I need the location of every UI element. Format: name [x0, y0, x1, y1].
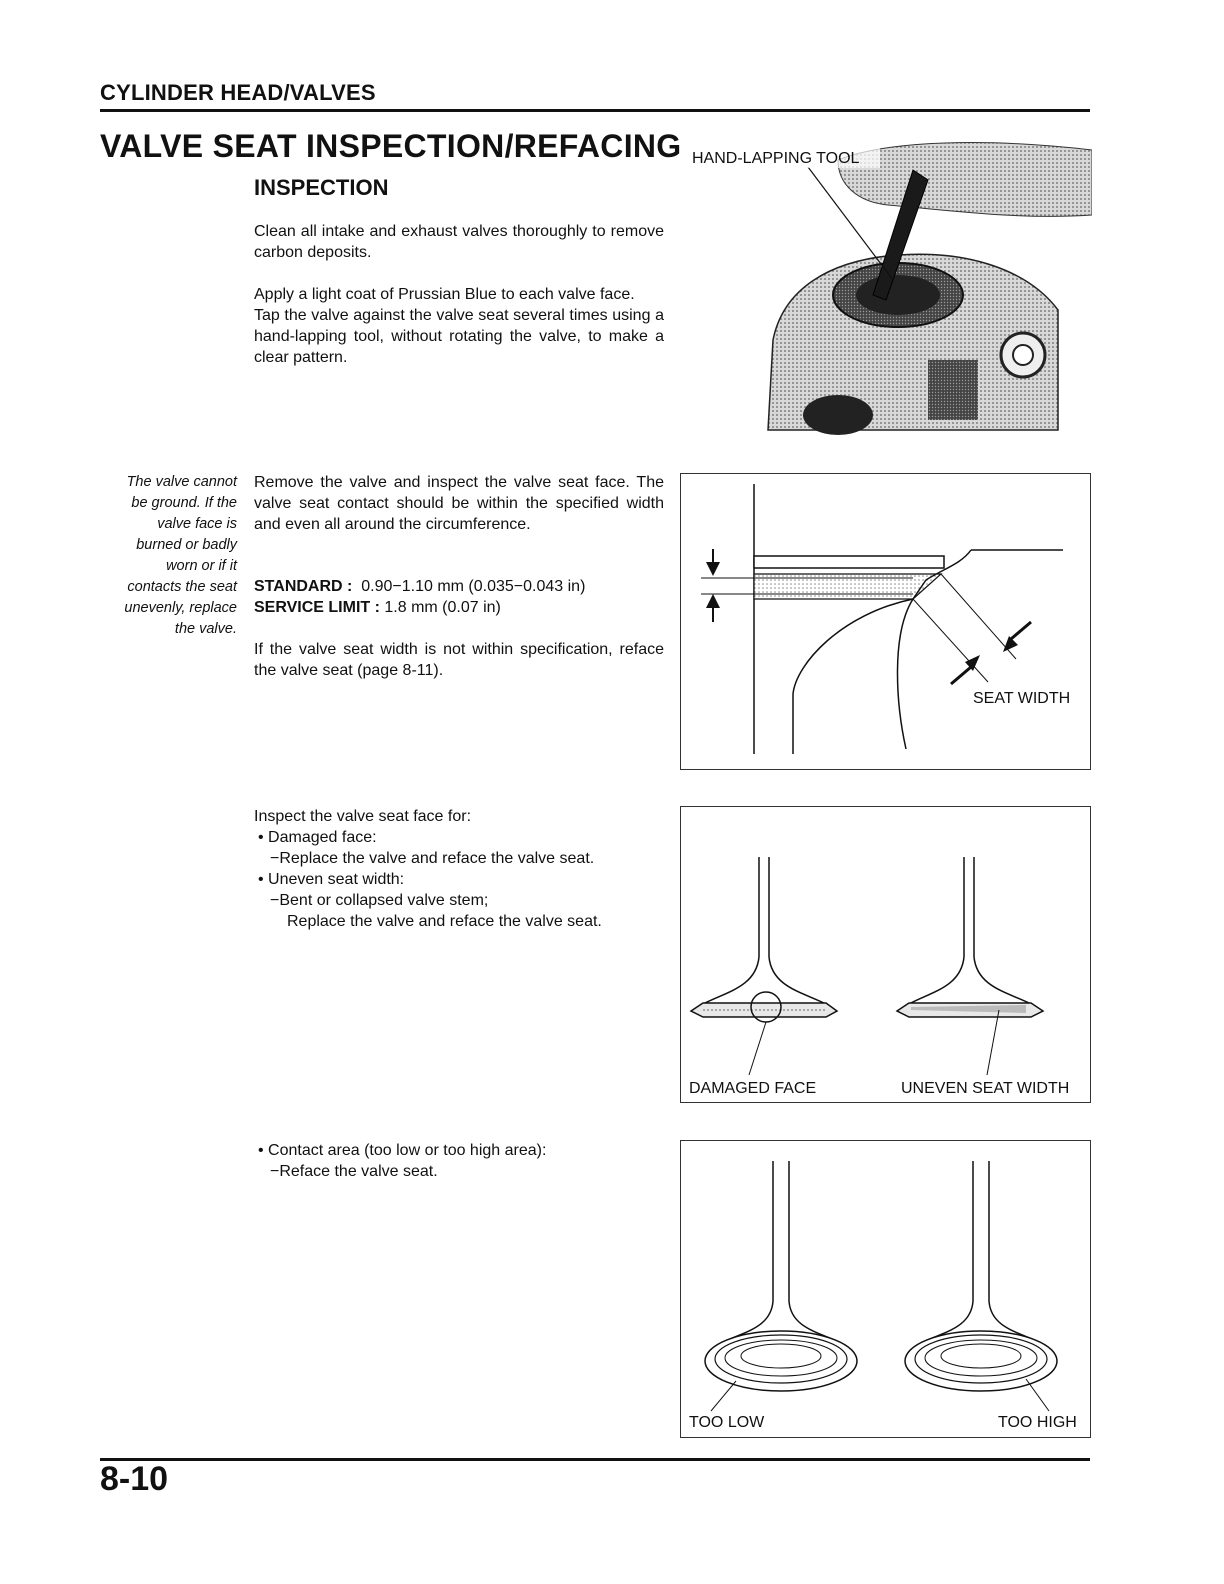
service-limit-label: SERVICE LIMIT :: [254, 599, 380, 616]
paragraph-prussian-blue: [254, 284, 664, 368]
contact-area-diagram: [681, 1141, 1089, 1436]
paragraph-clean: [254, 221, 664, 263]
paragraph-reface-text: If the valve seat width is not within specification, reface the valve seat (page 8-11).: [254, 641, 664, 679]
hand-lapping-photo: [688, 130, 1092, 440]
valve-face-figure: [680, 806, 1091, 1103]
page-title: VALVE SEAT INSPECTION/REFACING: [100, 128, 682, 164]
section-header: CYLINDER HEAD/VALVES: [100, 80, 376, 105]
footer-rule: [100, 1458, 1090, 1461]
paragraph-remove-text: Remove the valve and inspect the valve seat face. The valve seat contact should be within the specified width and even all around the circumference.: [254, 474, 664, 533]
uneven-valve: [897, 857, 1043, 1075]
list-item: • Damaged face:: [258, 829, 377, 846]
side-note: [100, 472, 237, 640]
side-note-line: burned or badly: [136, 537, 237, 553]
service-limit-value: 1.8 mm (0.07 in): [384, 599, 501, 616]
damaged-face-label: DAMAGED FACE: [689, 1080, 817, 1097]
list-subitem: −Replace the valve and reface the valve seat.: [270, 850, 595, 867]
contact-area-figure: [680, 1140, 1091, 1438]
list-item: • Contact area (too low or too high area):: [258, 1142, 547, 1159]
list-item: • Uneven seat width:: [258, 871, 405, 888]
paragraph-tap-text: Tap the valve against the valve seat several times using a hand-lapping tool, without rotating the valve, to make a clear pattern.: [254, 307, 664, 366]
inspect-list: [254, 806, 602, 932]
header-rule: [100, 109, 1090, 112]
hand-lapping-tool-label: HAND-LAPPING TOOL: [692, 150, 860, 167]
side-note-line: the valve.: [174, 621, 237, 637]
paragraph-remove: [254, 472, 664, 535]
standard-label: STANDARD :: [254, 578, 353, 595]
contact-area-list: [254, 1140, 546, 1182]
list-subitem: Replace the valve and reface the valve seat.: [287, 913, 602, 930]
hand-lapping-illustration: [688, 130, 1092, 440]
valve-face-diagram: [681, 807, 1089, 1101]
paragraph-clean-text: Clean all intake and exhaust valves thoroughly to remove carbon deposits.: [254, 223, 664, 261]
seat-width-figure: [680, 473, 1091, 770]
page-number: 8-10: [100, 1460, 169, 1498]
paragraph-reface: [254, 639, 664, 681]
standard-value: 0.90−1.10 mm (0.035−0.043 in): [361, 578, 586, 595]
spec-block: [254, 576, 585, 618]
side-note-line: valve face is: [157, 516, 237, 532]
side-note-line: worn or if it: [166, 558, 237, 574]
uneven-seat-width-label: UNEVEN SEAT WIDTH: [901, 1080, 1070, 1097]
list-subitem: −Reface the valve seat.: [270, 1163, 438, 1180]
too-low-valve: [705, 1161, 857, 1411]
list-subitem: −Bent or collapsed valve stem;: [270, 892, 489, 909]
side-note-line: be ground. If the: [131, 495, 237, 511]
paragraph-prussian-text: Apply a light coat of Prussian Blue to each valve face.: [254, 286, 635, 303]
seat-width-label: SEAT WIDTH: [973, 690, 1071, 707]
side-note-line: unevenly, replace: [124, 600, 237, 616]
side-note-line: The valve cannot: [126, 474, 237, 490]
side-note-line: contacts the seat: [127, 579, 237, 595]
damaged-valve: [691, 857, 837, 1075]
too-low-label: TOO LOW: [689, 1414, 765, 1431]
too-high-label: TOO HIGH: [998, 1414, 1077, 1431]
too-high-valve: [905, 1161, 1057, 1411]
seat-width-diagram: [681, 474, 1089, 768]
list-intro: Inspect the valve seat face for:: [254, 808, 472, 825]
inspection-heading: INSPECTION: [254, 175, 389, 200]
